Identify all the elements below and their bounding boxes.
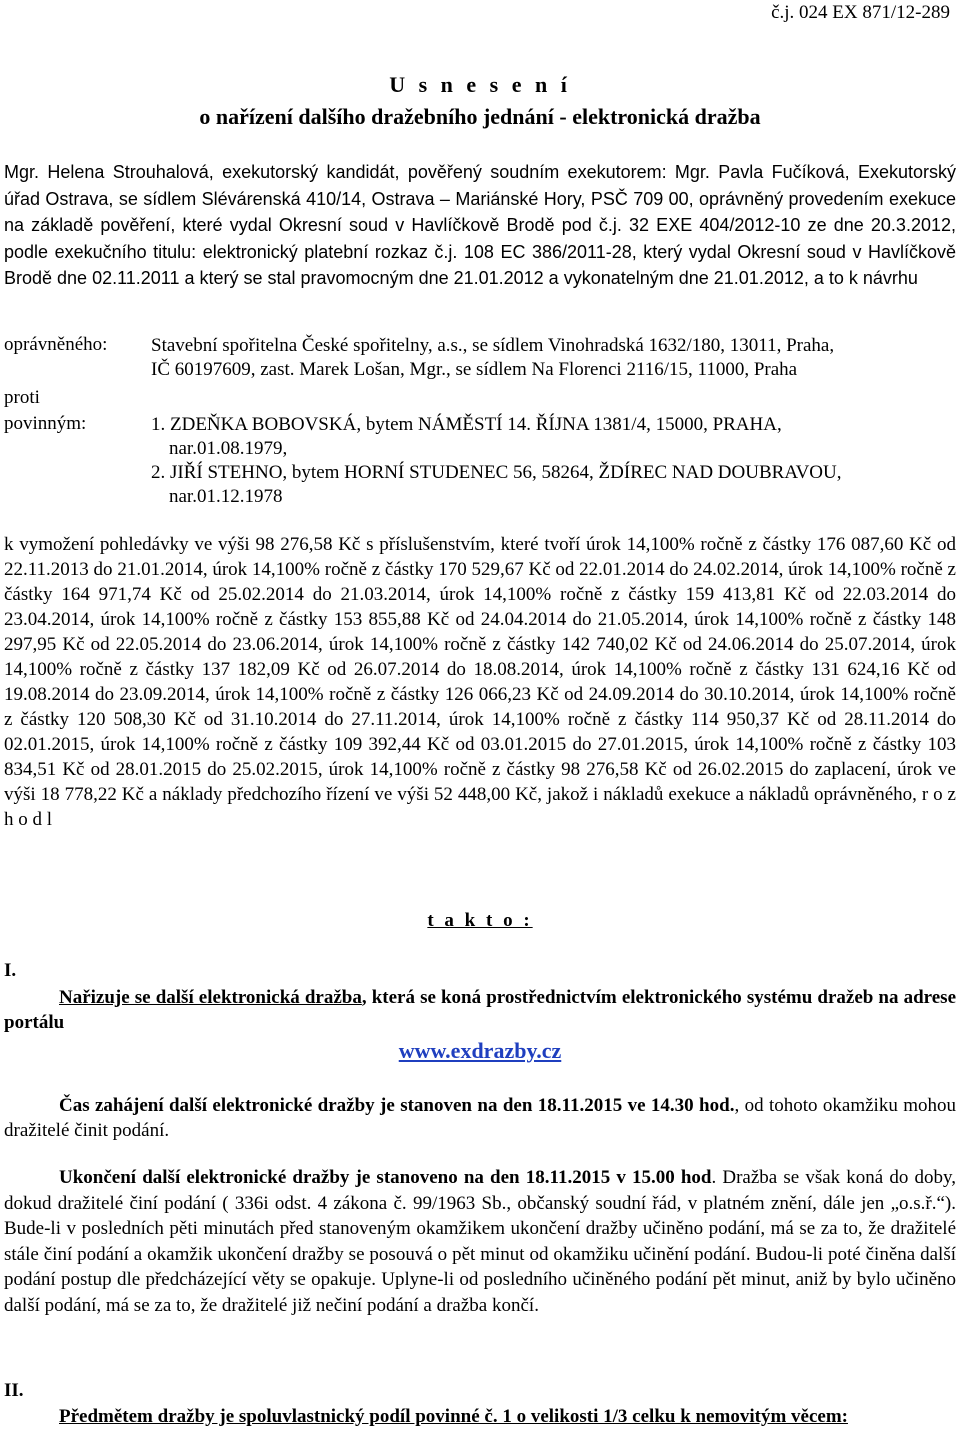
debtor-value xyxy=(151,413,951,509)
intro-paragraph: Mgr. Helena Strouhalová, exekutorský kandidát, pověřený soudním exekutorem: Mgr. Pavla Fučíková, Exekutorský úřad Ostrava, se sídlem Slévárenská 410/14, Ostrava – Mariánské Hory, PSČ 709 00, oprávněný provedením exekuce na základě pověření, které vydal Okresní soud v Havlíčkově Brodě pod č.j. 32 EXE 404/2012-10 ze dne 20.3.2012, podle exekučního titulu: elektronický platební rozkaz č.j. 108 EC 386/2011-28, který vydal Okresní soud v Havlíčkově Brodě dne 02.11.2011 a který se stal pravomocným dne 21.01.2012 a vykonatelným dne 21.01.2012, a to k návrhu xyxy=(4,162,956,288)
claim-paragraph: k vymožení pohledávky ve výši 98 276,58 Kč s příslušenstvím, které tvoří úrok 14,100% ročně z částky 176 087,60 Kč od 22.11.2013 do 21.01.2014, úrok 14,100% ročně z částky 170 529,67 Kč od 22.01.2014 do 24.02.2014, úrok 14,100% ročně z částky 164 971,74 Kč od 25.02.2014 do 21.03.2014, úrok 14,100% ročně z částky 159 413,81 Kč od 22.03.2014 do 23.04.2014, úrok 14,100% ročně z částky 153 855,88 Kč od 24.04.2014 do 21.05.2014, úrok 14,100% ročně z částky 148 297,95 Kč od 22.05.2014 do 23.06.2014, úrok 14,100% ročně z částky 142 740,02 Kč od 24.06.2014 do 25.07.2014, úrok 14,100% ročně z částky 137 182,09 Kč od 26.07.2014 do 18.08.2014, úrok 14,100% ročně z částky 131 624,16 Kč od 19.08.2014 do 23.09.2014, úrok 14,100% ročně z částky 126 066,23 Kč od 24.09.2014 do 30.10.2014, úrok 14,100% ročně z částky 120 508,30 Kč od 31.10.2014 do 27.11.2014, úrok 14,100% ročně z částky 114 950,37 Kč od 28.11.2014 do 02.01.2015, úrok 14,100% ročně z částky 109 392,44 Kč od 03.01.2015 do 27.01.2015, úrok 14,100% ročně z částky 103 834,51 Kč od 28.01.2015 do 25.02.2015, úrok 14,100% ročně z částky 98 276,58 Kč od 26.02.2015 do zaplacení, úrok ve výši 18 778,22 Kč a náklady předchozího řízení ve výši 52 448,00 Kč, jakož i nákladů exekuce a nákladů oprávněného, r o z h o d l xyxy=(4,534,956,830)
end-time-text: Ukončení další elektronické dražby je stanoveno na den 18.11.2015 v 15.00 hod xyxy=(59,1167,712,1188)
creditor-line-2: IČ 60197609, zast. Marek Lošan, Mgr., se sídlem Na Florenci 2116/15, 11000, Praha xyxy=(151,359,798,380)
document-subtitle: o nařízení dalšího dražebního jednání - elektronická dražba xyxy=(199,104,761,129)
auction-ordered-text: Nařizuje se další elektronická dražba xyxy=(59,987,362,1008)
section-1-paragraph-1 xyxy=(4,985,956,1035)
section-2-number: II. xyxy=(4,1380,24,1401)
creditor-value xyxy=(151,334,951,382)
case-reference: č.j. 024 EX 871/12-289 xyxy=(771,2,950,23)
debtor-label: povinným: xyxy=(4,413,87,434)
creditor-label: oprávněného: xyxy=(4,334,108,355)
debtor-1-line-2: nar.01.08.1979, xyxy=(169,438,288,459)
debtor-1-line-1: 1. ZDEŇKA BOBOVSKÁ, bytem NÁMĚSTÍ 14. ŘÍJNA 1381/4, 15000, PRAHA, xyxy=(151,414,782,435)
document-title: U s n e s e n í xyxy=(389,72,571,97)
subject-of-auction-text: Předmětem dražby je spoluvlastnický podíl povinné č. 1 o velikosti 1/3 celku k nemovitým věcem: xyxy=(59,1406,848,1427)
auction-ordered-rest: , která se koná prostřednictvím elektronického systému dražeb na adrese portálu xyxy=(4,987,957,1033)
portal-link-text[interactable]: www.exdrazby.cz xyxy=(398,1038,562,1063)
creditor-line-1: Stavební spořitelna České spořitelny, a.s., se sídlem Vinohradská 1632/180, 13011, Praha, xyxy=(151,335,835,356)
section-1-number: I. xyxy=(4,960,17,981)
debtor-2-line-1: 2. JIŘÍ STEHNO, bytem HORNÍ STUDENEC 56, 58264, ŽDÍREC NAD DOUBRAVOU, xyxy=(151,462,842,483)
takto-heading: t a k t o : xyxy=(427,910,533,931)
end-time-rest: . Dražba se však koná do doby, dokud dražitelé činí podání ( 336i odst. 4 zákona č. 99/1963 Sb., občanský soudní řád, v platném znění, dále jen „o.s.ř.“). Bude-li v posledních pěti minutách před stanoveným okamžikem ukončení dražby učiněno podání, má se za to, že dražitelé stále činí podání a okamžik ukončení dražby se posouvá o pět minut od okamžiku učinění podání. Budou-li poté činěna další podání postup dle předcházející věty se opakuje. Uplyne-li od posledního učiněného podání pět minut, aniž by bylo učiněno další podání, má se za to, že dražitelé již nečiní podání a dražba končí. xyxy=(4,1167,957,1316)
debtor-2-line-2: nar.01.12.1978 xyxy=(169,486,283,507)
section-1-paragraph-3 xyxy=(4,1165,956,1318)
start-time-rest: , od tohoto okamžiku mohou dražitelé činit podání. xyxy=(4,1095,956,1141)
against-label: proti xyxy=(4,387,40,408)
start-time-text: Čas zahájení další elektronické dražby je stanoven na den 18.11.2015 ve 14.30 hod. xyxy=(59,1095,735,1116)
portal-link[interactable] xyxy=(4,1038,956,1064)
section-1-paragraph-2 xyxy=(4,1093,956,1143)
section-2-paragraph-1 xyxy=(4,1404,956,1429)
